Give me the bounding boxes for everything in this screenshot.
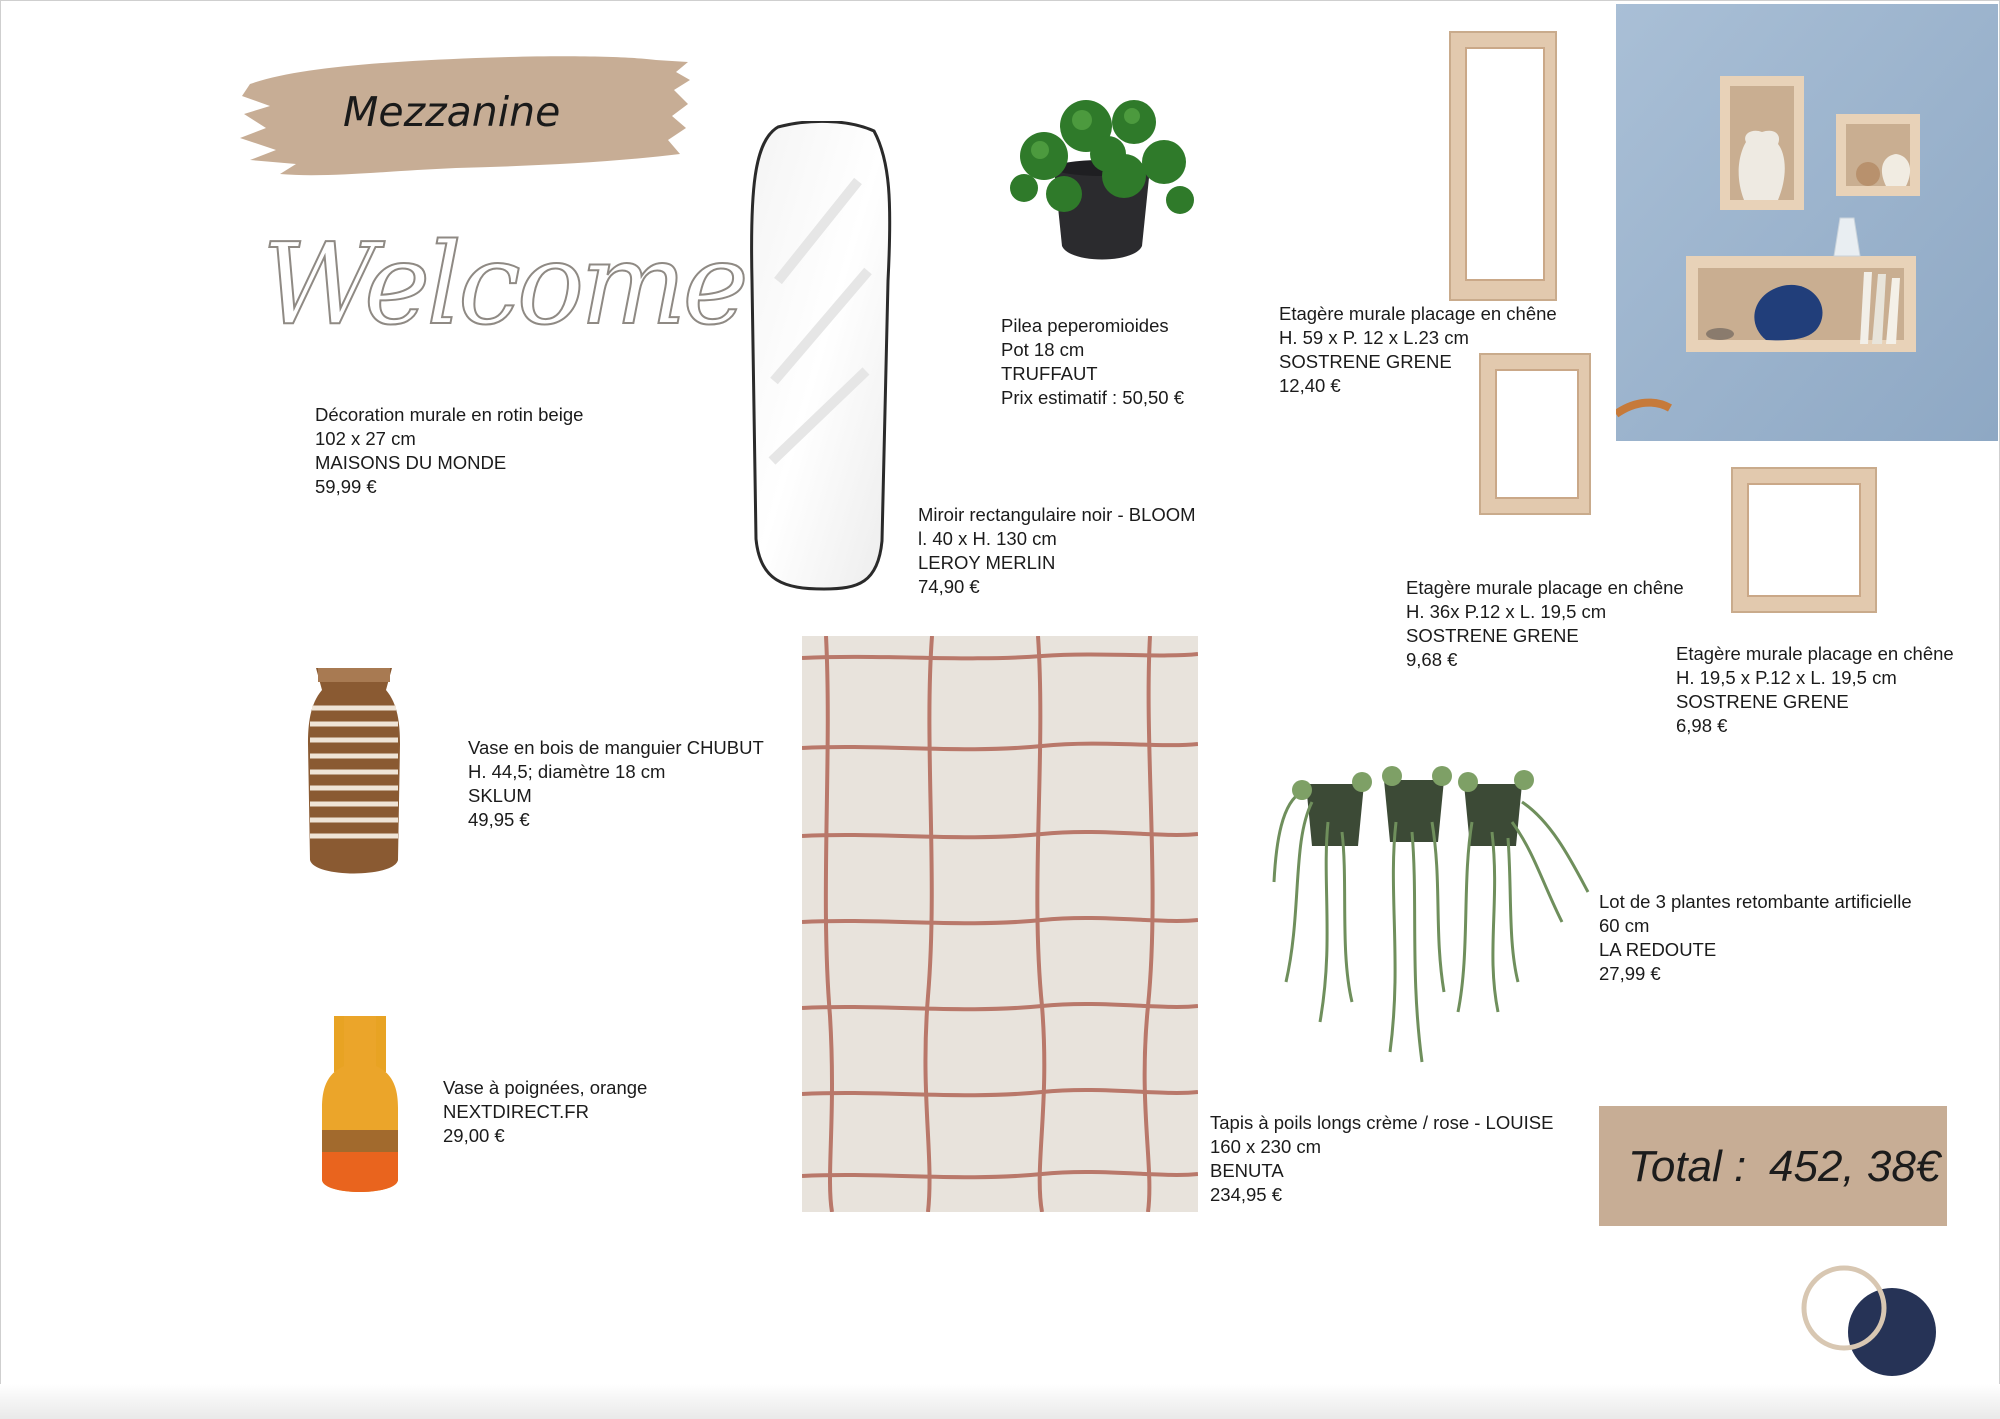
orange-vase-image — [318, 1010, 402, 1200]
product-name: Décoration murale en rotin beige — [315, 404, 584, 425]
product-dimensions: 160 x 230 cm — [1210, 1136, 1322, 1157]
total-value: 452, 38€ — [1769, 1142, 1941, 1191]
product-name: Etagère murale placage en chêne — [1676, 643, 1954, 664]
caption-plants — [1599, 890, 1912, 986]
product-name: Lot de 3 plantes retombante artificielle — [1599, 891, 1912, 912]
small-shelf-image — [1728, 464, 1880, 616]
tall-shelf-image — [1446, 28, 1564, 304]
product-name: Etagère murale placage en chêne — [1279, 303, 1557, 324]
product-dimensions: H. 19,5 x P.12 x L. 19,5 cm — [1676, 667, 1897, 688]
caption-shelf-medium — [1406, 576, 1684, 672]
product-price: 12,40 € — [1279, 375, 1341, 396]
pilea-plant-image — [1004, 96, 1200, 270]
product-price: 6,98 € — [1676, 715, 1728, 736]
product-name: Miroir rectangulaire noir - BLOOM — [918, 504, 1196, 525]
product-dimensions: H. 36x P.12 x L. 19,5 cm — [1406, 601, 1607, 622]
product-dimensions: 60 cm — [1599, 915, 1650, 936]
product-vendor: SOSTRENE GRENE — [1406, 625, 1579, 646]
product-price: 59,99 € — [315, 476, 377, 497]
product-vendor: LEROY MERLIN — [918, 552, 1056, 573]
product-vendor: NEXTDIRECT.FR — [443, 1101, 589, 1122]
caption-vase-wood — [468, 736, 764, 832]
product-price: Prix estimatif : 50,50 € — [1001, 387, 1185, 408]
page-title: Mezzanine — [343, 88, 561, 136]
decorative-circles-logo — [1798, 1262, 1942, 1382]
product-name: Etagère murale placage en chêne — [1406, 577, 1684, 598]
product-dimensions: 102 x 27 cm — [315, 428, 416, 449]
shelves-wall-photo — [1616, 4, 1998, 441]
product-dimensions: l. 40 x H. 130 cm — [918, 528, 1057, 549]
product-dimensions: H. 59 x P. 12 x L.23 cm — [1279, 327, 1469, 348]
product-vendor: TRUFFAUT — [1001, 363, 1098, 384]
mirror-image — [748, 121, 894, 593]
product-name: Tapis à poils longs crème / rose - LOUISE — [1210, 1112, 1554, 1133]
product-vendor: SOSTRENE GRENE — [1676, 691, 1849, 712]
product-name: Pilea peperomioides — [1001, 315, 1169, 336]
product-name: Vase en bois de manguier CHUBUT — [468, 737, 764, 758]
caption-welcome-decoration — [315, 403, 583, 499]
wood-vase-image — [306, 664, 402, 882]
page-bottom-edge — [0, 1384, 2000, 1419]
product-name: Vase à poignées, orange — [443, 1077, 648, 1098]
medium-shelf-image — [1476, 350, 1594, 518]
product-price: 49,95 € — [468, 809, 530, 830]
product-price: 27,99 € — [1599, 963, 1661, 984]
product-vendor: LA REDOUTE — [1599, 939, 1717, 960]
product-dimensions: Pot 18 cm — [1001, 339, 1085, 360]
product-vendor: SOSTRENE GRENE — [1279, 351, 1452, 372]
caption-vase-orange — [443, 1076, 647, 1148]
caption-rug — [1210, 1111, 1553, 1207]
caption-shelf-small — [1676, 642, 1954, 738]
product-vendor: SKLUM — [468, 785, 532, 806]
hanging-plants-image — [1272, 762, 1592, 1074]
product-price: 9,68 € — [1406, 649, 1458, 670]
caption-pilea — [1001, 314, 1184, 410]
caption-mirror — [918, 503, 1196, 599]
rug-image — [802, 636, 1198, 1212]
product-price: 74,90 € — [918, 576, 980, 597]
product-vendor: BENUTA — [1210, 1160, 1284, 1181]
product-price: 29,00 € — [443, 1125, 505, 1146]
product-vendor: MAISONS DU MONDE — [315, 452, 507, 473]
product-dimensions: H. 44,5; diamètre 18 cm — [468, 761, 666, 782]
welcome-rattan-decoration: Welcome — [262, 220, 745, 350]
total-label: Total : — [1628, 1142, 1747, 1191]
product-price: 234,95 € — [1210, 1184, 1283, 1205]
